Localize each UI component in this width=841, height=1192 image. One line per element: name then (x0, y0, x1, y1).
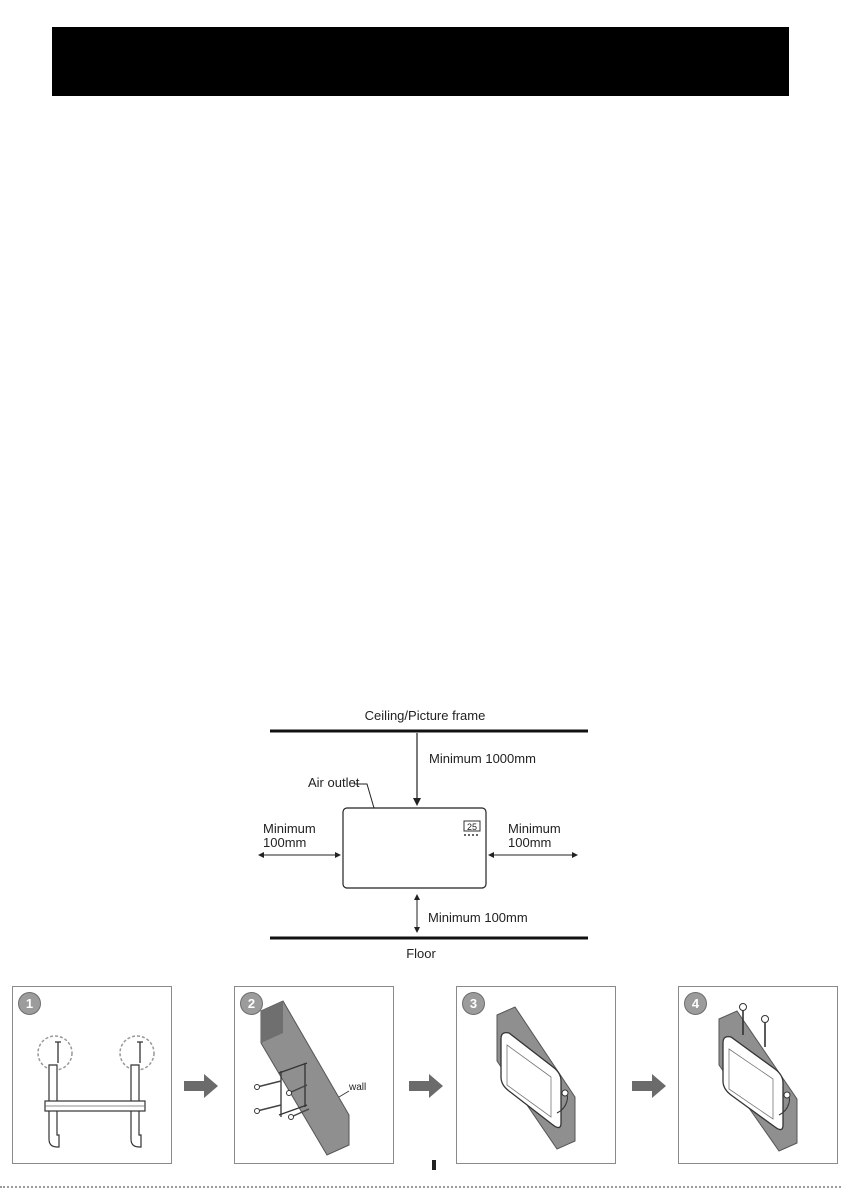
bracket-illustration (13, 987, 171, 1163)
heater-outline (343, 808, 486, 888)
right-arrow-icon (184, 1074, 218, 1098)
bottom-arrowhead-a (414, 894, 420, 900)
screw-left (55, 1042, 61, 1063)
left-clearance-label-1: Minimum (263, 821, 316, 836)
ceiling-label: Ceiling/Picture frame (364, 708, 486, 723)
right-arrowhead-b (572, 852, 578, 858)
display-readout: 25 (466, 822, 478, 832)
left-arrowhead-b (335, 852, 341, 858)
right-clearance-label-1: Minimum (508, 821, 561, 836)
left-arrowhead-a (258, 852, 264, 858)
bottom-dotted-rule (0, 1186, 841, 1188)
page-mark (432, 1160, 436, 1170)
air-outlet-label: Air outlet (308, 775, 360, 790)
bottom-arrowhead-b (414, 927, 420, 933)
header-bar (52, 27, 789, 96)
top-arrowhead (413, 798, 421, 806)
install-step-1 (12, 986, 172, 1164)
step-number-badge: 2 (240, 992, 263, 1015)
wall-label-leader (339, 1091, 349, 1097)
heater-on-wall-illustration (457, 987, 615, 1163)
right-arrow-icon (409, 1074, 443, 1098)
bottom-clearance-label: Minimum 100mm (428, 910, 528, 925)
heater-secured-illustration (679, 987, 837, 1163)
right-arrowhead-a (488, 852, 494, 858)
step-number-badge: 1 (18, 992, 41, 1015)
wall-label: wall (349, 1082, 367, 1093)
step-number-badge: 4 (684, 992, 707, 1015)
install-step-3 (456, 986, 616, 1164)
right-clearance-label-2: 100mm (508, 835, 552, 850)
clearance-diagram (250, 700, 600, 965)
install-step-2 (234, 986, 394, 1164)
left-clearance-label-2: 100mm (263, 835, 307, 850)
wall-mount-illustration (235, 987, 393, 1163)
top-clearance-label: Minimum 1000mm (429, 751, 536, 766)
install-step-4 (678, 986, 838, 1164)
step-number-badge: 3 (462, 992, 485, 1015)
floor-label: Floor (406, 946, 436, 961)
right-arrow-icon (632, 1074, 666, 1098)
screw-right (137, 1042, 143, 1063)
